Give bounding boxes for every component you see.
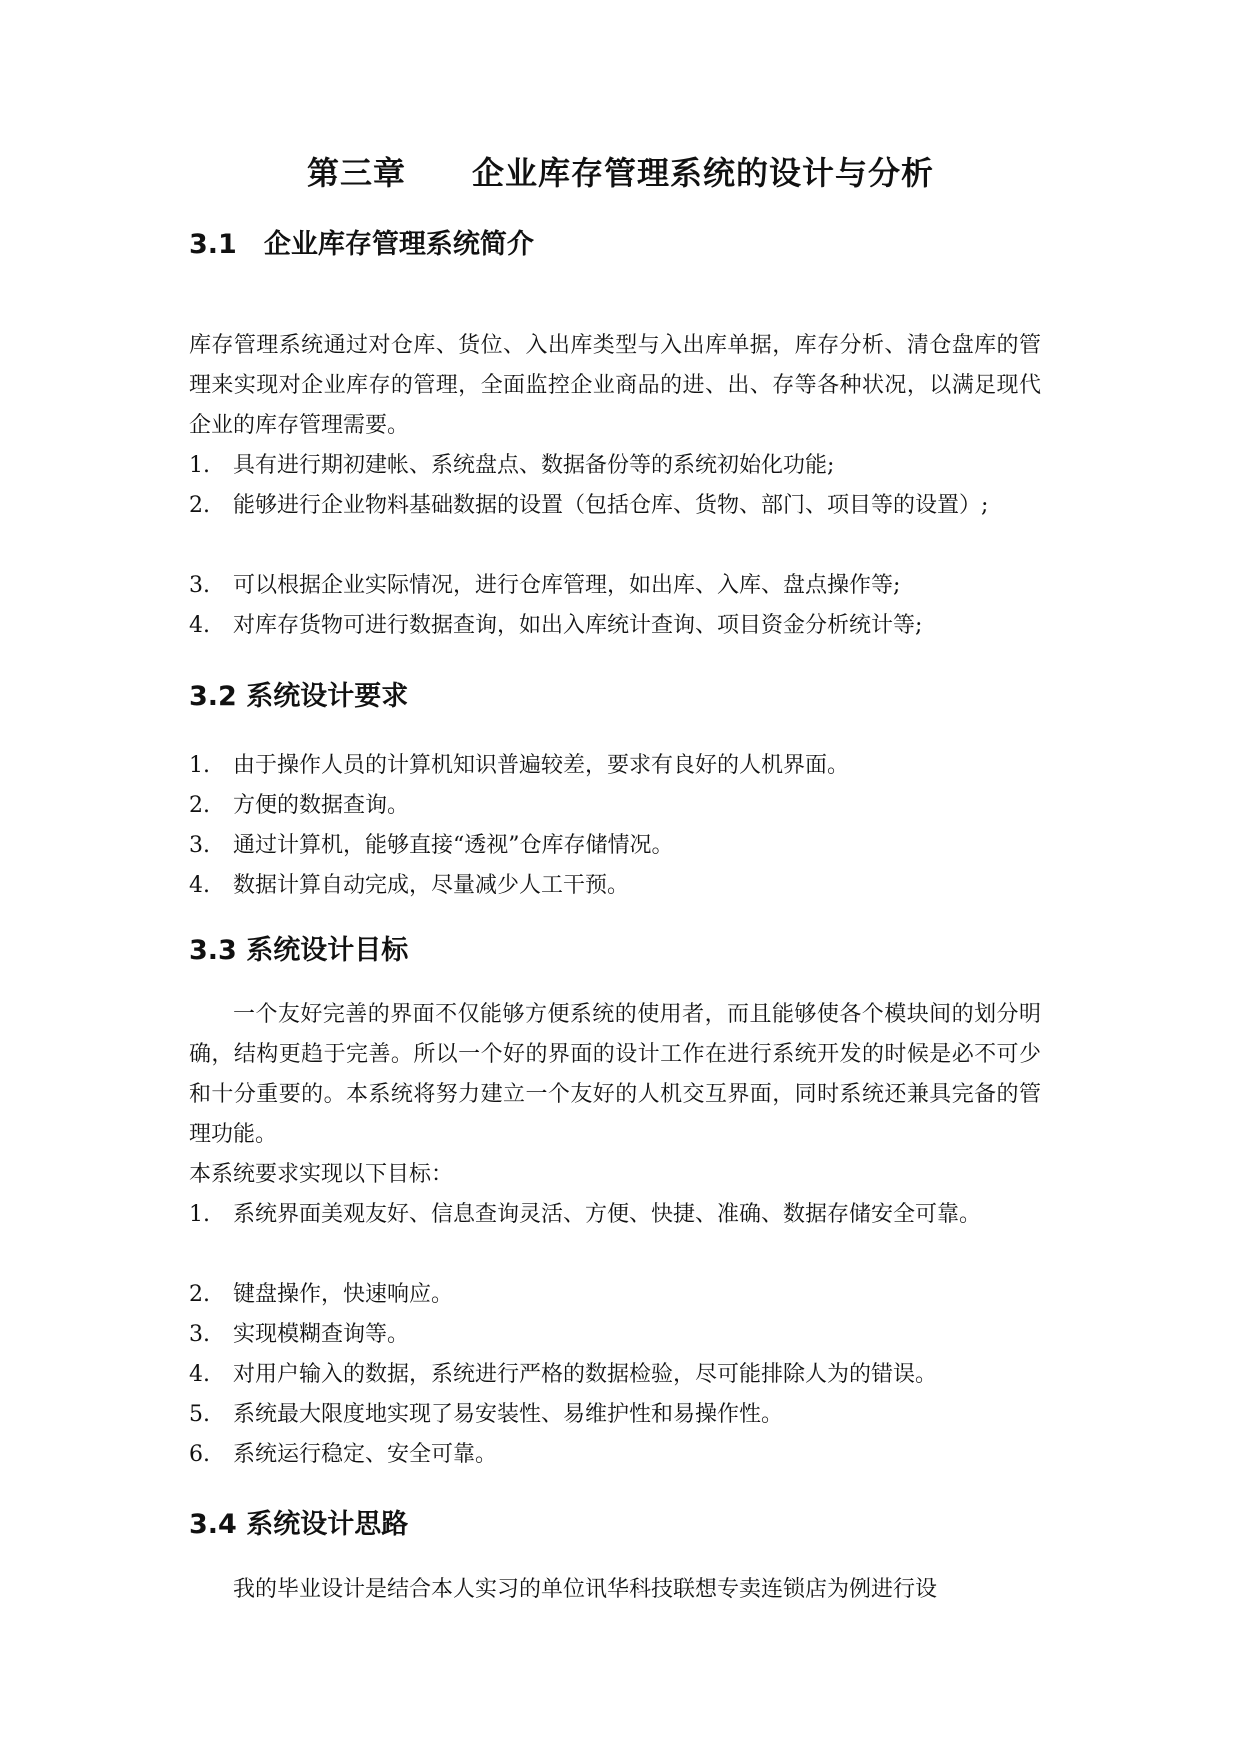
list-number: 4. [189,613,210,638]
section-3-3-lead: 本系统要求实现以下目标： [189,1162,454,1187]
list-item [189,866,1041,906]
list-number: 1. [189,753,210,778]
section-3-3-heading: 3.3 系统设计目标 [189,935,409,966]
list-item [189,606,1041,646]
list-text: 能够进行企业物料基础数据的设置（包括仓库、货物、部门、项目等的设置）; [233,493,989,518]
section-3-1-intro: 库存管理系统通过对仓库、货位、入出库类型与入出库单据，库存分析、清仓盘库的管理来实现对企业库存的管理，全面监控企业商品的进、出、存等各种状况，以满足现代企业的库存管理需要。 [189,333,1041,438]
list-number: 3. [189,833,210,858]
list-text: 可以根据企业实际情况，进行仓库管理，如出库、入库、盘点操作等; [233,573,901,598]
chapter-title: 第三章 企业库存管理系统的设计与分析 [306,154,934,192]
list-number: 5. [189,1402,210,1427]
list-number: 1. [189,1202,210,1227]
list-text: 通过计算机，能够直接“透视”仓库存储情况。 [233,833,674,858]
section-3-1-heading: 3.1 企业库存管理系统简介 [189,229,534,260]
list-number: 2. [189,1282,210,1307]
list-item [189,1275,1041,1315]
list-text: 对用户输入的数据，系统进行严格的数据检验，尽可能排除人为的错误。 [233,1362,938,1387]
list-item [189,746,1041,786]
list-text: 方便的数据查询。 [233,793,410,818]
list-item [189,486,1041,526]
list-item [189,566,1041,606]
list-text: 具有进行期初建帐、系统盘点、数据备份等的系统初始化功能; [233,453,835,478]
list-item [189,1315,1041,1355]
list-number: 2. [189,793,210,818]
list-item [189,446,1041,486]
list-item [189,1355,1041,1395]
list-number: 2. [189,493,210,518]
list-text: 对库存货物可进行数据查询，如出入库统计查询、项目资金分析统计等; [233,613,923,638]
section-3-3-paragraph: 一个友好完善的界面不仅能够方便系统的使用者，而且能够使各个模块间的划分明确，结构更趋于完善。所以一个好的界面的设计工作在进行系统开发的时候是必不可少和十分重要的。本系统将努力建立一个友好的人机交互界面，同时系统还兼具完备的管理功能。 [189,1002,1041,1147]
list-text: 键盘操作，快速响应。 [233,1282,454,1307]
list-number: 6. [189,1442,210,1467]
list-number: 4. [189,1362,210,1387]
list-number: 3. [189,1322,210,1347]
list-text: 系统运行稳定、安全可靠。 [233,1442,498,1467]
list-item [189,1395,1041,1435]
list-item [189,826,1041,866]
list-text: 系统最大限度地实现了易安装性、易维护性和易操作性。 [233,1402,784,1427]
section-3-4-paragraph: 我的毕业设计是结合本人实习的单位讯华科技联想专卖连锁店为例进行设 [233,1577,938,1602]
list-item [189,1195,1041,1235]
list-text: 数据计算自动完成，尽量减少人工干预。 [233,873,630,898]
list-text: 实现模糊查询等。 [233,1322,410,1347]
list-number: 3. [189,573,210,598]
section-3-4-heading: 3.4 系统设计思路 [189,1509,409,1540]
list-text: 系统界面美观友好、信息查询灵活、方便、快捷、准确、数据存储安全可靠。 [233,1202,982,1227]
list-item [189,1435,1041,1475]
section-3-2-heading: 3.2 系统设计要求 [189,681,409,712]
list-number: 4. [189,873,210,898]
list-item [189,786,1041,826]
list-text: 由于操作人员的计算机知识普遍较差，要求有良好的人机界面。 [233,753,850,778]
list-number: 1. [189,453,210,478]
